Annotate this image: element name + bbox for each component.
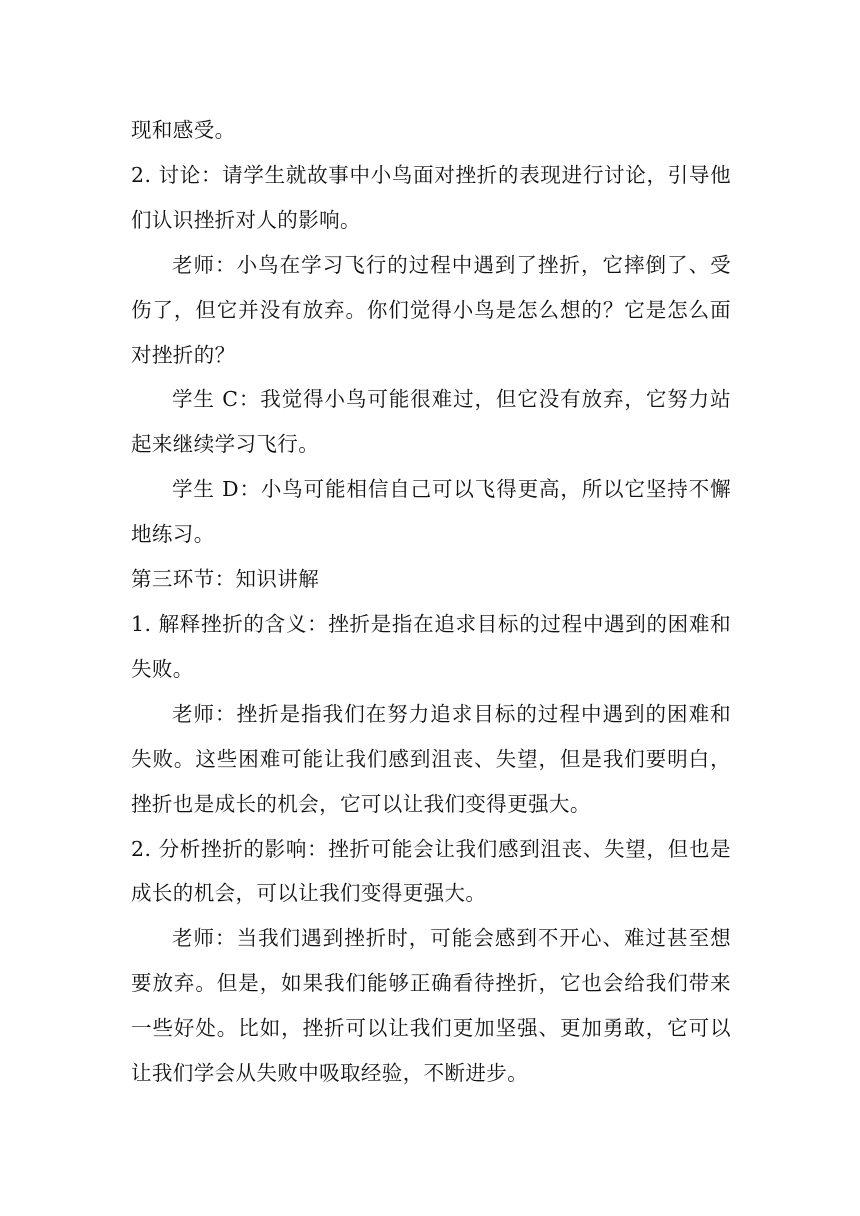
document-body [131,108,731,1096]
paragraph-student-d: 学生 D：小鸟可能相信自己可以飞得更高，所以它坚持不懈地练习。 [131,477,731,547]
paragraph-impact-item: 2. 分析挫折的影响：挫折可能会让我们感到沮丧、失望，但也是成长的机会，可以让我们变得更强大。 [131,836,731,906]
paragraph-teacher-impact: 老师：当我们遇到挫折时，可能会感到不开心、难过甚至想要放弃。但是，如果我们能够正确看待挫折，它也会给我们带来一些好处。比如，挫折可以让我们更加坚强、更加勇敢，它可以让我们学会从失败中吸取经验，不断进步。 [131,926,731,1086]
paragraph-teacher-question: 老师：小鸟在学习飞行的过程中遇到了挫折，它摔倒了、受伤了，但它并没有放弃。你们觉得小鸟是怎么想的？它是怎么面对挫折的？ [131,252,731,367]
paragraph-discussion-item: 2. 讨论：请学生就故事中小鸟面对挫折的表现进行讨论，引导他们认识挫折对人的影响。 [131,162,731,232]
paragraph-student-c: 学生 C：我觉得小鸟可能很难过，但它没有放弃，它努力站起来继续学习飞行。 [131,387,731,457]
paragraph-definition-item: 1. 解释挫折的含义：挫折是指在追求目标的过程中遇到的困难和失败。 [131,611,731,681]
paragraph-continuation: 现和感受。 [131,118,236,142]
paragraph-teacher-definition: 老师：挫折是指我们在努力追求目标的过程中遇到的困难和失败。这些困难可能让我们感到沮丧、失望，但是我们要明白，挫折也是成长的机会，它可以让我们变得更强大。 [131,701,731,816]
section-heading: 第三环节：知识讲解 [131,567,320,592]
